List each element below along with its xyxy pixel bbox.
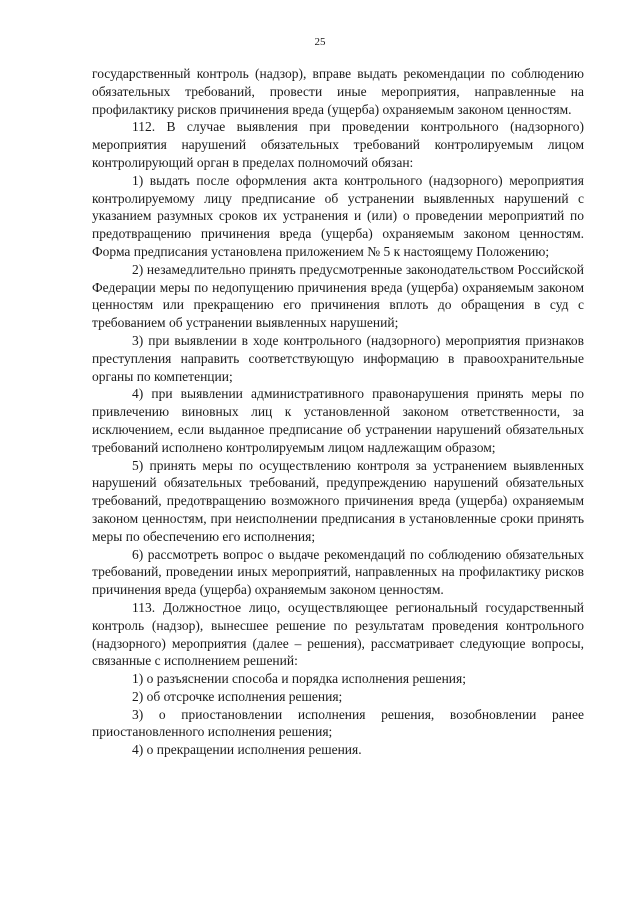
paragraph-113-item-4: 4) о прекращении исполнения решения.: [132, 742, 362, 758]
paragraph-112-item-4: 4) при выявлении административного правонарушения принять меры по привлечению виновных лиц к установленной законом ответственности, за исключением, если выданное предписание об устранении нарушений обязательных требований исполнено контролируемым лицом надлежащим образом;: [92, 386, 584, 455]
page-number: 25: [314, 36, 326, 48]
paragraph-112-item-6: 6) рассмотреть вопрос о выдаче рекомендаций по соблюдению обязательных требований, проведении иных мероприятий, направленных на профилактику рисков причинения вреда (ущерба) охраняемым законом ценностям.: [92, 546, 584, 598]
paragraph-112: 112. В случае выявления при проведении контрольного (надзорного) мероприятия нарушений обязательных требований контролируемым лицом контролирующий орган в пределах полномочий обязан:: [92, 119, 584, 170]
paragraph-112-item-1: 1) выдать после оформления акта контрольного (надзорного) мероприятия контролируемому лицу предписание об устранении выявленных нарушений с указанием разумных сроков их устранения и (или) о проведении мероприятий по предотвращению причинения вреда (ущерба) охраняемым законом ценностям. Форма предписания установлена приложением № 5 к настоящему Положению;: [92, 172, 584, 259]
document-body: [92, 65, 584, 759]
paragraph-113: 113. Должностное лицо, осуществляющее региональный государственный контроль (надзор), вынесшее решение по результатам проведения контрольного (надзорного) мероприятия (далее – решения), рассматривает следующие вопросы, связанные с исполнением решений:: [92, 599, 584, 669]
paragraph-112-item-3: 3) при выявлении в ходе контрольного (надзорного) мероприятия признаков преступления направить соответствующую информацию в правоохранительные органы по компетенции;: [92, 332, 584, 384]
paragraph-112-item-5: 5) принять меры по осуществлению контроля за устранением выявленных нарушений обязательных требований, предупреждению нарушений обязательных требований, предотвращению возможного причинения вреда (ущерба) охраняемым законом ценностям, при неисполнении предписания в установленные сроки принять меры по обеспечению его исполнения;: [92, 457, 584, 544]
paragraph-112-item-2: 2) незамедлительно принять предусмотренные законодательством Российской Федерации меры по недопущению причинения вреда (ущерба) охраняемым законом ценностям или прекращению его причинения вплоть до обращения в суд с требованием об устранении выявленных нарушений;: [92, 261, 584, 331]
paragraph-continuation: государственный контроль (надзор), вправе выдать рекомендации по соблюдению обязательных требований, провести иные мероприятия, направленные на профилактику рисков причинения вреда (ущерба) охраняемым законом ценностям.: [92, 66, 584, 117]
paragraph-113-item-3: 3) о приостановлении исполнения решения, возобновлении ранее приостановленного исполнения решения;: [92, 706, 584, 740]
paragraph-113-item-1: 1) о разъяснении способа и порядка исполнения решения;: [132, 671, 466, 687]
paragraph-113-item-2: 2) об отсрочке исполнения решения;: [132, 688, 343, 704]
